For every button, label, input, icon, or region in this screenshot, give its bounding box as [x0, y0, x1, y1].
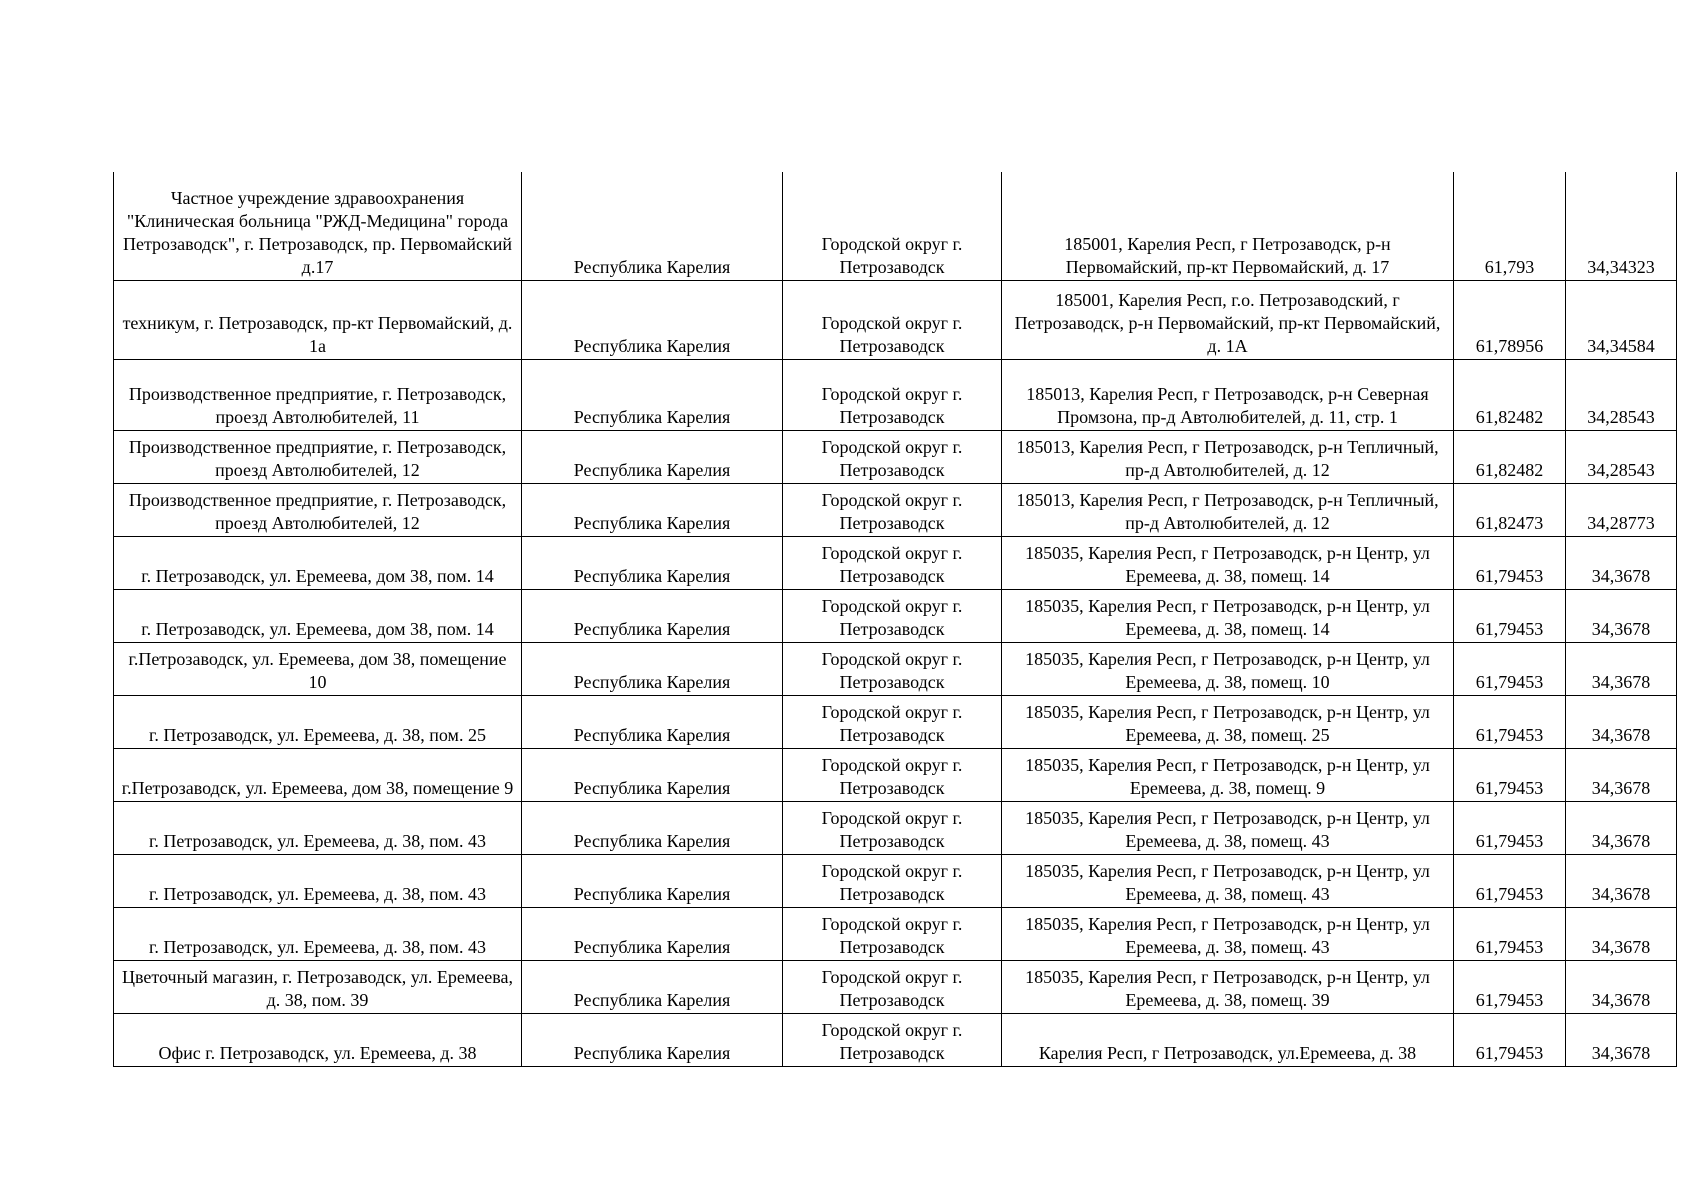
region-cell: Республика Карелия [522, 483, 783, 536]
longitude-cell: 34,3678 [1566, 907, 1677, 960]
region-cell: Республика Карелия [522, 907, 783, 960]
object-name-cell: г.Петрозаводск, ул. Еремеева, дом 38, помещение 9 [114, 748, 522, 801]
address-cell: 185035, Карелия Респ, г Петрозаводск, р-н Центр, ул Еремеева, д. 38, помещ. 43 [1002, 907, 1454, 960]
district-cell: Городской округ г. Петрозаводск [783, 430, 1002, 483]
address-cell: 185035, Карелия Респ, г Петрозаводск, р-н Центр, ул Еремеева, д. 38, помещ. 39 [1002, 960, 1454, 1013]
address-cell: 185035, Карелия Респ, г Петрозаводск, р-н Центр, ул Еремеева, д. 38, помещ. 10 [1002, 642, 1454, 695]
object-name-cell: г. Петрозаводск, ул. Еремеева, д. 38, пом. 43 [114, 854, 522, 907]
address-cell: 185035, Карелия Респ, г Петрозаводск, р-н Центр, ул Еремеева, д. 38, помещ. 25 [1002, 695, 1454, 748]
region-cell: Республика Карелия [522, 642, 783, 695]
district-cell: Городской округ г. Петрозаводск [783, 536, 1002, 589]
district-cell: Городской округ г. Петрозаводск [783, 748, 1002, 801]
longitude-cell: 34,3678 [1566, 536, 1677, 589]
address-cell: 185035, Карелия Респ, г Петрозаводск, р-н Центр, ул Еремеева, д. 38, помещ. 14 [1002, 589, 1454, 642]
address-cell: 185035, Карелия Респ, г Петрозаводск, р-н Центр, ул Еремеева, д. 38, помещ. 9 [1002, 748, 1454, 801]
latitude-cell: 61,793 [1454, 172, 1566, 280]
table-row [114, 172, 1677, 280]
longitude-cell: 34,3678 [1566, 960, 1677, 1013]
object-name-cell: Производственное предприятие, г. Петрозаводск, проезд Автолюбителей, 12 [114, 483, 522, 536]
latitude-cell: 61,79453 [1454, 695, 1566, 748]
table-row [114, 695, 1677, 748]
region-cell: Республика Карелия [522, 1013, 783, 1066]
region-cell: Республика Карелия [522, 172, 783, 280]
object-name-cell: Частное учреждение здравоохранения "Клиническая больница "РЖД-Медицина" города Петрозаводск", г. Петрозаводск, пр. Первомайский д.17 [114, 172, 522, 280]
object-name-cell: г. Петрозаводск, ул. Еремеева, д. 38, пом. 43 [114, 801, 522, 854]
table-row [114, 1013, 1677, 1066]
region-cell: Республика Карелия [522, 589, 783, 642]
latitude-cell: 61,79453 [1454, 801, 1566, 854]
latitude-cell: 61,82482 [1454, 359, 1566, 430]
longitude-cell: 34,3678 [1566, 1013, 1677, 1066]
table-row [114, 430, 1677, 483]
object-name-cell: г.Петрозаводск, ул. Еремеева, дом 38, помещение 10 [114, 642, 522, 695]
district-cell: Городской округ г. Петрозаводск [783, 642, 1002, 695]
address-cell: 185035, Карелия Респ, г Петрозаводск, р-н Центр, ул Еремеева, д. 38, помещ. 14 [1002, 536, 1454, 589]
longitude-cell: 34,3678 [1566, 801, 1677, 854]
region-cell: Республика Карелия [522, 801, 783, 854]
longitude-cell: 34,3678 [1566, 748, 1677, 801]
address-cell: 185001, Карелия Респ, г.о. Петрозаводский, г Петрозаводск, р-н Первомайский, пр-кт Первомайский, д. 1А [1002, 280, 1454, 359]
district-cell: Городской округ г. Петрозаводск [783, 960, 1002, 1013]
longitude-cell: 34,34584 [1566, 280, 1677, 359]
table-row [114, 801, 1677, 854]
table-row [114, 960, 1677, 1013]
table-row [114, 536, 1677, 589]
object-name-cell: Производственное предприятие, г. Петрозаводск, проезд Автолюбителей, 12 [114, 430, 522, 483]
address-cell: 185035, Карелия Респ, г Петрозаводск, р-н Центр, ул Еремеева, д. 38, помещ. 43 [1002, 854, 1454, 907]
latitude-cell: 61,79453 [1454, 854, 1566, 907]
table-row [114, 483, 1677, 536]
objects-table [113, 172, 1677, 1067]
region-cell: Республика Карелия [522, 536, 783, 589]
region-cell: Республика Карелия [522, 359, 783, 430]
district-cell: Городской округ г. Петрозаводск [783, 172, 1002, 280]
address-cell: 185013, Карелия Респ, г Петрозаводск, р-н Тепличный, пр-д Автолюбителей, д. 12 [1002, 430, 1454, 483]
table-row [114, 280, 1677, 359]
longitude-cell: 34,3678 [1566, 589, 1677, 642]
district-cell: Городской округ г. Петрозаводск [783, 359, 1002, 430]
latitude-cell: 61,79453 [1454, 748, 1566, 801]
object-name-cell: Офис г. Петрозаводск, ул. Еремеева, д. 38 [114, 1013, 522, 1066]
address-cell: 185013, Карелия Респ, г Петрозаводск, р-н Северная Промзона, пр-д Автолюбителей, д. 11, стр. 1 [1002, 359, 1454, 430]
district-cell: Городской округ г. Петрозаводск [783, 1013, 1002, 1066]
district-cell: Городской округ г. Петрозаводск [783, 907, 1002, 960]
region-cell: Республика Карелия [522, 695, 783, 748]
object-name-cell: г. Петрозаводск, ул. Еремеева, дом 38, пом. 14 [114, 536, 522, 589]
region-cell: Республика Карелия [522, 280, 783, 359]
address-cell: 185013, Карелия Респ, г Петрозаводск, р-н Тепличный, пр-д Автолюбителей, д. 12 [1002, 483, 1454, 536]
latitude-cell: 61,82482 [1454, 430, 1566, 483]
longitude-cell: 34,28773 [1566, 483, 1677, 536]
table-row [114, 359, 1677, 430]
district-cell: Городской округ г. Петрозаводск [783, 589, 1002, 642]
district-cell: Городской округ г. Петрозаводск [783, 280, 1002, 359]
object-name-cell: г. Петрозаводск, ул. Еремеева, дом 38, пом. 14 [114, 589, 522, 642]
district-cell: Городской округ г. Петрозаводск [783, 483, 1002, 536]
address-cell: 185035, Карелия Респ, г Петрозаводск, р-н Центр, ул Еремеева, д. 38, помещ. 43 [1002, 801, 1454, 854]
region-cell: Республика Карелия [522, 960, 783, 1013]
object-name-cell: г. Петрозаводск, ул. Еремеева, д. 38, пом. 43 [114, 907, 522, 960]
address-cell: Карелия Респ, г Петрозаводск, ул.Еремеева, д. 38 [1002, 1013, 1454, 1066]
table-row [114, 907, 1677, 960]
latitude-cell: 61,79453 [1454, 907, 1566, 960]
longitude-cell: 34,3678 [1566, 695, 1677, 748]
object-name-cell: г. Петрозаводск, ул. Еремеева, д. 38, пом. 25 [114, 695, 522, 748]
table-row [114, 642, 1677, 695]
longitude-cell: 34,34323 [1566, 172, 1677, 280]
object-name-cell: техникум, г. Петрозаводск, пр-кт Первомайский, д. 1а [114, 280, 522, 359]
object-name-cell: Цветочный магазин, г. Петрозаводск, ул. Еремеева, д. 38, пом. 39 [114, 960, 522, 1013]
district-cell: Городской округ г. Петрозаводск [783, 695, 1002, 748]
address-cell: 185001, Карелия Респ, г Петрозаводск, р-н Первомайский, пр-кт Первомайский, д. 17 [1002, 172, 1454, 280]
longitude-cell: 34,28543 [1566, 359, 1677, 430]
table-row [114, 748, 1677, 801]
latitude-cell: 61,78956 [1454, 280, 1566, 359]
latitude-cell: 61,79453 [1454, 536, 1566, 589]
region-cell: Республика Карелия [522, 854, 783, 907]
table-row [114, 854, 1677, 907]
district-cell: Городской округ г. Петрозаводск [783, 854, 1002, 907]
latitude-cell: 61,79453 [1454, 589, 1566, 642]
latitude-cell: 61,79453 [1454, 960, 1566, 1013]
district-cell: Городской округ г. Петрозаводск [783, 801, 1002, 854]
region-cell: Республика Карелия [522, 748, 783, 801]
region-cell: Республика Карелия [522, 430, 783, 483]
object-name-cell: Производственное предприятие, г. Петрозаводск, проезд Автолюбителей, 11 [114, 359, 522, 430]
table-row [114, 589, 1677, 642]
latitude-cell: 61,79453 [1454, 642, 1566, 695]
latitude-cell: 61,82473 [1454, 483, 1566, 536]
longitude-cell: 34,28543 [1566, 430, 1677, 483]
longitude-cell: 34,3678 [1566, 642, 1677, 695]
longitude-cell: 34,3678 [1566, 854, 1677, 907]
latitude-cell: 61,79453 [1454, 1013, 1566, 1066]
